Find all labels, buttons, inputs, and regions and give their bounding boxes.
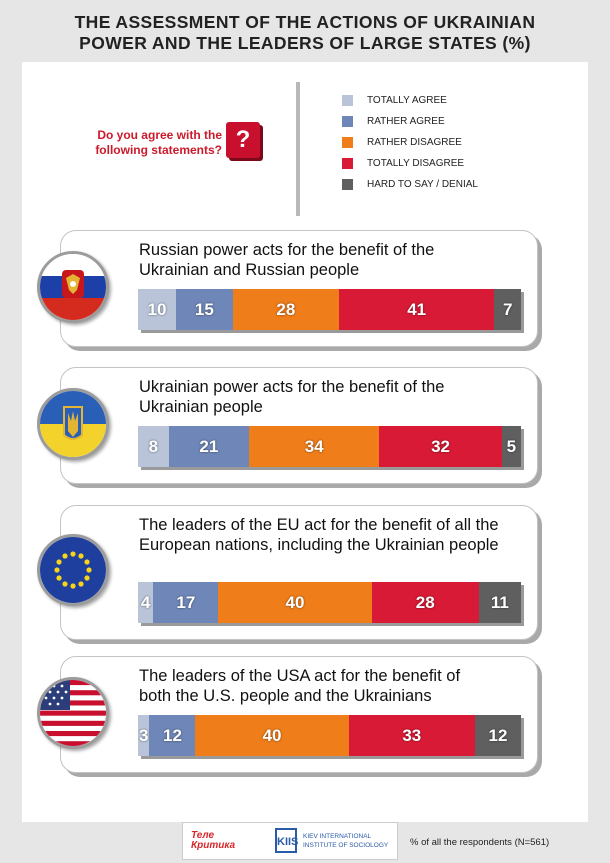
divider <box>296 82 300 216</box>
legend-label: RATHER DISAGREE <box>367 137 462 148</box>
bar-segment-rather-agree: 17 <box>153 582 218 623</box>
kiis-name <box>303 832 388 850</box>
stacked-bar <box>138 715 521 756</box>
bar-segment-rather-disagree: 34 <box>249 426 379 467</box>
russia-flag-icon <box>37 251 109 323</box>
bar-segment-totally-agree: 8 <box>138 426 169 467</box>
question-line-2: following statements? <box>95 143 222 157</box>
telekritika-line-1: Теле <box>191 830 215 841</box>
kiis-name-line-1: KIEV INTERNATIONAL <box>303 833 372 840</box>
statement-line-2: Ukrainian and Russian people <box>139 261 360 279</box>
statement-text <box>139 666 529 706</box>
bar-segment-rather-agree: 15 <box>176 289 233 330</box>
kiis-name-line-2: INSTITUTE OF SOCIOLOGY <box>303 842 389 849</box>
title-line-2: POWER AND THE LEADERS OF LARGE STATES (%) <box>79 33 531 53</box>
statement-text <box>139 377 529 417</box>
bar-segment-rather-disagree: 40 <box>218 582 371 623</box>
stacked-bar <box>138 426 521 467</box>
stacked-bar <box>138 289 521 330</box>
statement-line-1: The leaders of the EU act for the benefit of all the <box>139 516 499 534</box>
bar-segment-totally-disagree: 41 <box>339 289 494 330</box>
bar-segment-rather-disagree: 40 <box>195 715 348 756</box>
bar-segment-rather-agree: 12 <box>149 715 195 756</box>
statement-text <box>139 515 529 555</box>
title-line-1: THE ASSESSMENT OF THE ACTIONS OF UKRAINIAN <box>74 12 536 32</box>
legend-label: TOTALLY AGREE <box>367 95 447 106</box>
legend-label: RATHER AGREE <box>367 116 445 127</box>
bar-segment-hard-to-say: 11 <box>479 582 521 623</box>
bar-segment-hard-to-say: 7 <box>494 289 521 330</box>
statement-line-2: Ukrainian people <box>139 398 263 416</box>
statement-line-1: Ukrainian power acts for the benefit of the <box>139 378 445 396</box>
statement-card-russia <box>60 230 538 347</box>
statement-line-1: Russian power acts for the benefit of the <box>139 241 435 259</box>
statement-line-1: The leaders of the USA act for the benefit of <box>139 667 461 685</box>
statement-line-2: both the U.S. people and the Ukrainians <box>139 687 432 705</box>
footer-logos <box>182 822 398 860</box>
question-text <box>62 128 222 158</box>
statement-text <box>139 240 529 280</box>
statement-card-ukraine <box>60 367 538 484</box>
bar-segment-rather-disagree: 28 <box>233 289 339 330</box>
question-mark-icon: ? <box>226 122 260 158</box>
usa-flag-icon <box>37 677 109 749</box>
bar-segment-totally-disagree: 32 <box>379 426 502 467</box>
bar-segment-totally-disagree: 28 <box>372 582 479 623</box>
bar-segment-rather-agree: 21 <box>169 426 249 467</box>
bar-segment-hard-to-say: 5 <box>502 426 521 467</box>
ukraine-flag-icon <box>37 388 109 460</box>
legend-label: HARD TO SAY / DENIAL <box>367 179 478 190</box>
bar-segment-totally-agree: 3 <box>138 715 149 756</box>
question-line-1: Do you agree with the <box>97 128 222 142</box>
legend-swatch <box>342 116 353 127</box>
bar-segment-totally-agree: 4 <box>138 582 153 623</box>
legend-label: TOTALLY DISAGREE <box>367 158 465 169</box>
bar-segment-totally-agree: 10 <box>138 289 176 330</box>
legend-swatch <box>342 179 353 190</box>
legend-swatch <box>342 158 353 169</box>
statement-line-2: European nations, including the Ukrainian people <box>139 536 499 554</box>
legend-swatch <box>342 137 353 148</box>
eu-flag-icon <box>37 534 109 606</box>
telekritika-logo <box>191 831 235 851</box>
statement-card-eu <box>60 505 538 640</box>
statement-card-usa <box>60 656 538 773</box>
telekritika-line-2: Критика <box>191 840 236 851</box>
bar-segment-totally-disagree: 33 <box>349 715 475 756</box>
stacked-bar <box>138 582 521 623</box>
respondents-note: % of all the respondents (N=561) <box>410 837 550 848</box>
legend-swatch <box>342 95 353 106</box>
bar-segment-hard-to-say: 12 <box>475 715 521 756</box>
page-title <box>0 12 610 54</box>
kiis-logo: KIIS <box>275 828 297 853</box>
